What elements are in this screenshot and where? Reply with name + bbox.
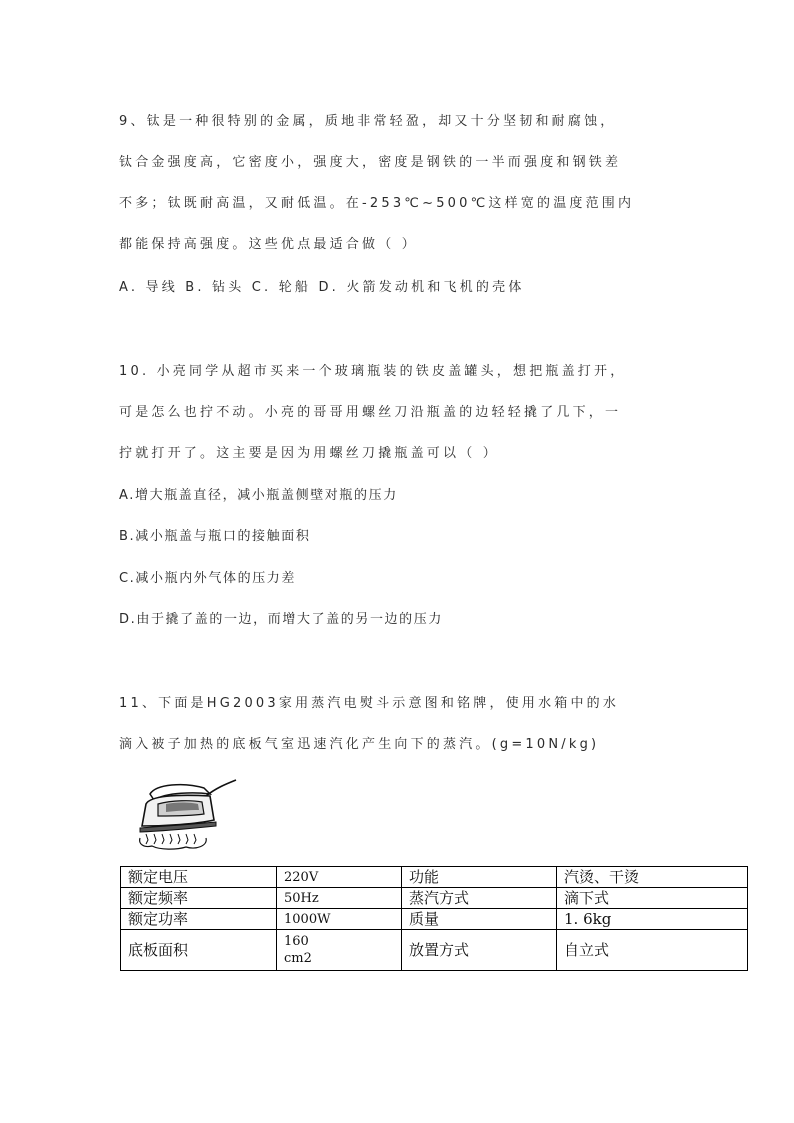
spec-label: 蒸汽方式 (402, 888, 557, 909)
q10-line-1: 10. 小亮同学从超市买来一个玻璃瓶装的铁皮盖罐头，想把瓶盖打开， (119, 364, 627, 379)
q10-option-a: A.增大瓶盖直径，减小瓶盖侧壁对瓶的压力 (119, 488, 398, 503)
q10-line-2: 可是怎么也拧不动。小亮的哥哥用螺丝刀沿瓶盖的边轻轻撬了几下，一 (119, 405, 622, 420)
q9-line-2: 钛合金强度高，它密度小，强度大，密度是钢铁的一半而强度和钢铁差 (119, 155, 622, 170)
q11-line-2: 滴入被子加热的底板气室迅速汽化产生向下的蒸汽。(g=10N/kg) (119, 737, 600, 752)
q10-option-b: B.减小瓶盖与瓶口的接触面积 (119, 529, 311, 544)
spec-label: 额定频率 (121, 888, 277, 909)
spec-label: 额定功率 (121, 909, 277, 930)
q10-option-c: C.减小瓶内外气体的压力差 (119, 571, 297, 586)
spec-value: 1. 6kg (557, 909, 748, 930)
spec-value: 滴下式 (557, 888, 748, 909)
spec-value: 汽烫、干烫 (557, 867, 748, 888)
q9-line-1: 9、钛是一种很特别的金属，质地非常轻盈，却又十分坚韧和耐腐蚀， (119, 114, 617, 129)
spec-value: 220V (277, 867, 402, 888)
table-row (121, 888, 748, 909)
q11-line-1: 11、下面是HG2003家用蒸汽电熨斗示意图和铭牌，使用水箱中的水 (119, 696, 620, 711)
table-row (121, 909, 748, 930)
spec-label: 功能 (402, 867, 557, 888)
q9-line-3: 不多；钛既耐高温，又耐低温。在-253℃~500℃这样宽的温度范围内 (119, 196, 635, 211)
spec-value: 160 cm2 (277, 930, 402, 971)
spec-label: 质量 (402, 909, 557, 930)
spec-label: 放置方式 (402, 930, 557, 971)
spec-value: 1000W (277, 909, 402, 930)
iron-spec-table (120, 866, 748, 971)
spec-label: 底板面积 (121, 930, 277, 971)
spec-value: 自立式 (557, 930, 748, 971)
q10-option-d: D.由于撬了盖的一边，而增大了盖的另一边的压力 (119, 612, 443, 627)
steam-iron-icon (136, 774, 238, 850)
table-row (121, 930, 748, 971)
q10-line-3: 拧就打开了。这主要是因为用螺丝刀撬瓶盖可以（ ） (119, 446, 499, 461)
q9-line-4: 都能保持高强度。这些优点最适合做（ ） (119, 237, 418, 252)
table-row (121, 867, 748, 888)
spec-value: 50Hz (277, 888, 402, 909)
spec-label: 额定电压 (121, 867, 277, 888)
q9-options: A. 导线 B. 钻头 C. 轮船 D. 火箭发动机和飞机的壳体 (119, 280, 525, 295)
